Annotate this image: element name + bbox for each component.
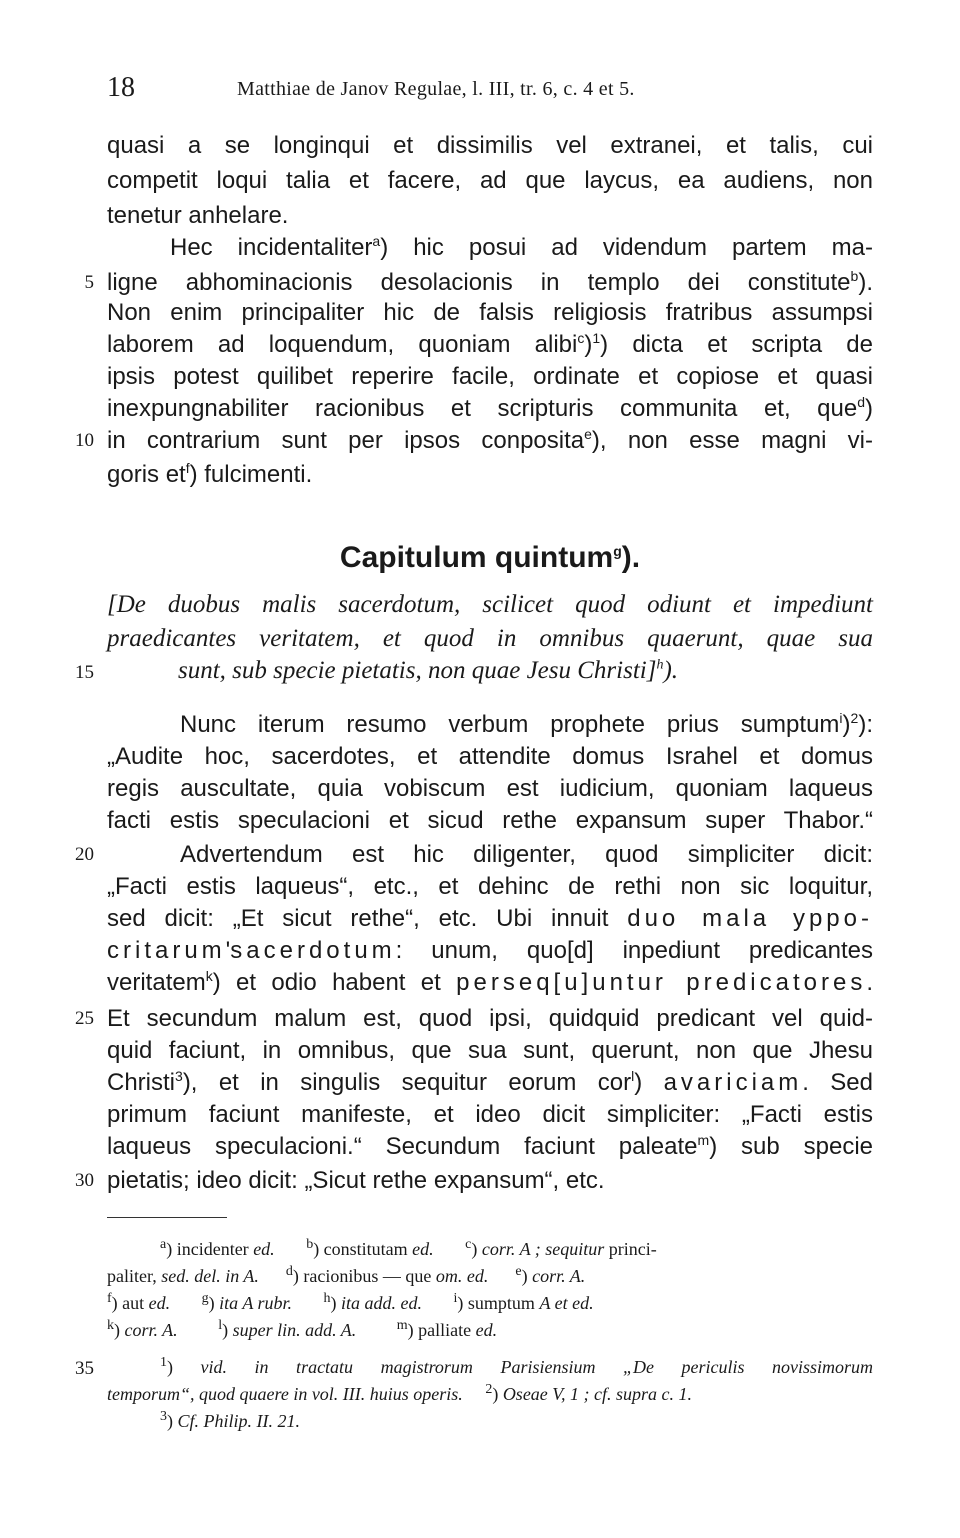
footnote-marker: c	[577, 330, 585, 346]
chapter-rubric-line: sunt, sub specie pietatis, non quae Jesu Christi]$^h$).	[178, 657, 679, 684]
apparatus-line: $^a$) incidenter ed. $^b$) constitutam ed. $^c$) corr. A ; sequitur princi-	[160, 1237, 657, 1259]
footnote-marker: h	[656, 657, 664, 673]
line-number: 10	[75, 430, 94, 451]
footnote-rule	[107, 1217, 227, 1218]
source-note-line: temporum“, quod quaere in vol. III. huius operis. $^2$) Oseae V, 1 ; cf. supra c. 1.	[107, 1382, 692, 1404]
source-note-line: $^3$) Cf. Philip. II. 21.	[160, 1409, 300, 1431]
footnote-marker: e	[584, 426, 592, 442]
line-number: 35	[75, 1358, 94, 1379]
running-title: Matthiae de Janov Regulae, l. III, tr. 6, c. 4 et 5.	[237, 78, 635, 100]
body-line: ipsis potest quilibet reperire facile, ordinate et copiose et quasi	[107, 363, 873, 390]
source-note-marker: 2	[850, 710, 859, 726]
body-line: inexpungnabiliter racionibus et scripturis communita et, que$^d$)	[107, 394, 873, 422]
footnote-marker: g	[613, 543, 622, 559]
apparatus-line: paliter, sed. del. in A. $^d$) racionibus — que om. ed. $^e$) corr. A.	[107, 1264, 586, 1286]
source-note-line: $^1$) vid. in tractatu magistrorum Parisiensium „De periculis novissimorum	[160, 1355, 873, 1377]
body-line: Nunc iterum resumo verbum prophete prius sumptum$^i$)$^2$):	[180, 710, 873, 738]
body-line: veritatem$^k$) et odio habent et perseq[u]untur predicatores.	[107, 968, 873, 996]
line-number: 5	[84, 272, 94, 293]
body-line: sed dicit: „Et sicut rethe“, etc. Ubi innuit duo mala yppo-	[107, 905, 873, 932]
body-line: pietatis; ideo dicit: „Sicut rethe expansum“, etc.	[107, 1167, 605, 1194]
footnote-marker: l	[631, 1068, 635, 1084]
body-line: Et secundum malum est, quod ipsi, quidquid predicant vel quid-	[107, 1005, 873, 1032]
line-number: 30	[75, 1170, 94, 1191]
line-number: 15	[75, 662, 94, 683]
footnote-marker: i	[839, 710, 843, 726]
body-line: goris et$^f$) fulcimenti.	[107, 460, 313, 488]
body-line: critarum'sacerdotum: unum, quo[d] inpediunt predicantes	[107, 937, 873, 964]
body-line: Advertendum est hic diligenter, quod simpliciter dicit:	[180, 841, 873, 868]
body-line: primum faciunt manifeste, et ideo dicit simpliciter: „Facti estis	[107, 1101, 873, 1128]
body-line: quasi a se longinqui et dissimilis vel extranei, et talis, cui	[107, 132, 873, 159]
body-line: laqueus speculacioni.“ Secundum faciunt paleate$^m$) sub specie	[107, 1132, 874, 1160]
body-line: Non enim principaliter hic de falsis religiosis fratribus assumpsi	[107, 299, 873, 326]
footnote-marker: d	[857, 394, 865, 410]
running-head	[107, 72, 880, 106]
body-line: ligne abhominacionis desolacionis in templo dei constitute$^b$).	[107, 268, 873, 296]
line-number: 25	[75, 1008, 94, 1029]
body-line: facti estis speculacioni et sicud rethe expansum super Thabor.“	[107, 807, 873, 834]
body-line: Hec incidentaliter$^a$) hic posui ad videndum partem ma-	[170, 233, 874, 261]
body-line: „Facti estis laqueus“, etc., et dehinc de rethi non sic loquitur,	[107, 873, 873, 900]
apparatus-line: $^k$) corr. A. $^l$) super lin. add. A. $^m$) palliate ed.	[107, 1318, 498, 1340]
footnote-marker: a	[372, 233, 381, 249]
body-line: „Audite hoc, sacerdotes, et attendite domus Israhel et domus	[107, 743, 873, 770]
body-line: quid faciunt, in omnibus, que sua sunt, querunt, non que Jhesu	[107, 1037, 873, 1064]
body-line: tenetur anhelare.	[107, 202, 289, 229]
chapter-title: Capitulum quintum$^g$).	[339, 541, 641, 574]
chapter-rubric-line: praedicantes veritatem, et quod in omnibus quaerunt, quae sua	[107, 625, 873, 652]
footnote-marker: f	[185, 460, 190, 476]
body-line: competit loqui talia et facere, ad que laycus, ea audiens, non	[107, 167, 873, 194]
body-line: Christi$^3$), et in singulis sequitur eorum cor$^l$) avariciam. Sed	[107, 1068, 873, 1096]
body-line: in contrarium sunt per ipsos conposita$^e$), non esse magni vi-	[107, 426, 874, 454]
footnote-marker: m	[697, 1132, 710, 1148]
footnote-marker: b	[850, 268, 859, 284]
body-line: regis auscultate, quia vobiscum est iudicium, quoniam laqueus	[107, 775, 873, 802]
page-number: 18	[107, 72, 135, 103]
source-note-marker: 3	[175, 1068, 183, 1084]
source-note-marker: 1	[592, 330, 601, 346]
line-number: 20	[75, 844, 94, 865]
apparatus-line: $^f$) aut ed. $^g$) ita A rubr. $^h$) ita add. ed. $^i$) sumptum A et ed.	[107, 1291, 594, 1313]
chapter-rubric-line: [De duobus malis sacerdotum, scilicet quod odiunt et impediunt	[107, 591, 873, 618]
body-line: laborem ad loquendum, quoniam alibi$^c$)$^1$) dicta et scripta de	[107, 330, 873, 358]
footnote-marker: k	[205, 968, 213, 984]
